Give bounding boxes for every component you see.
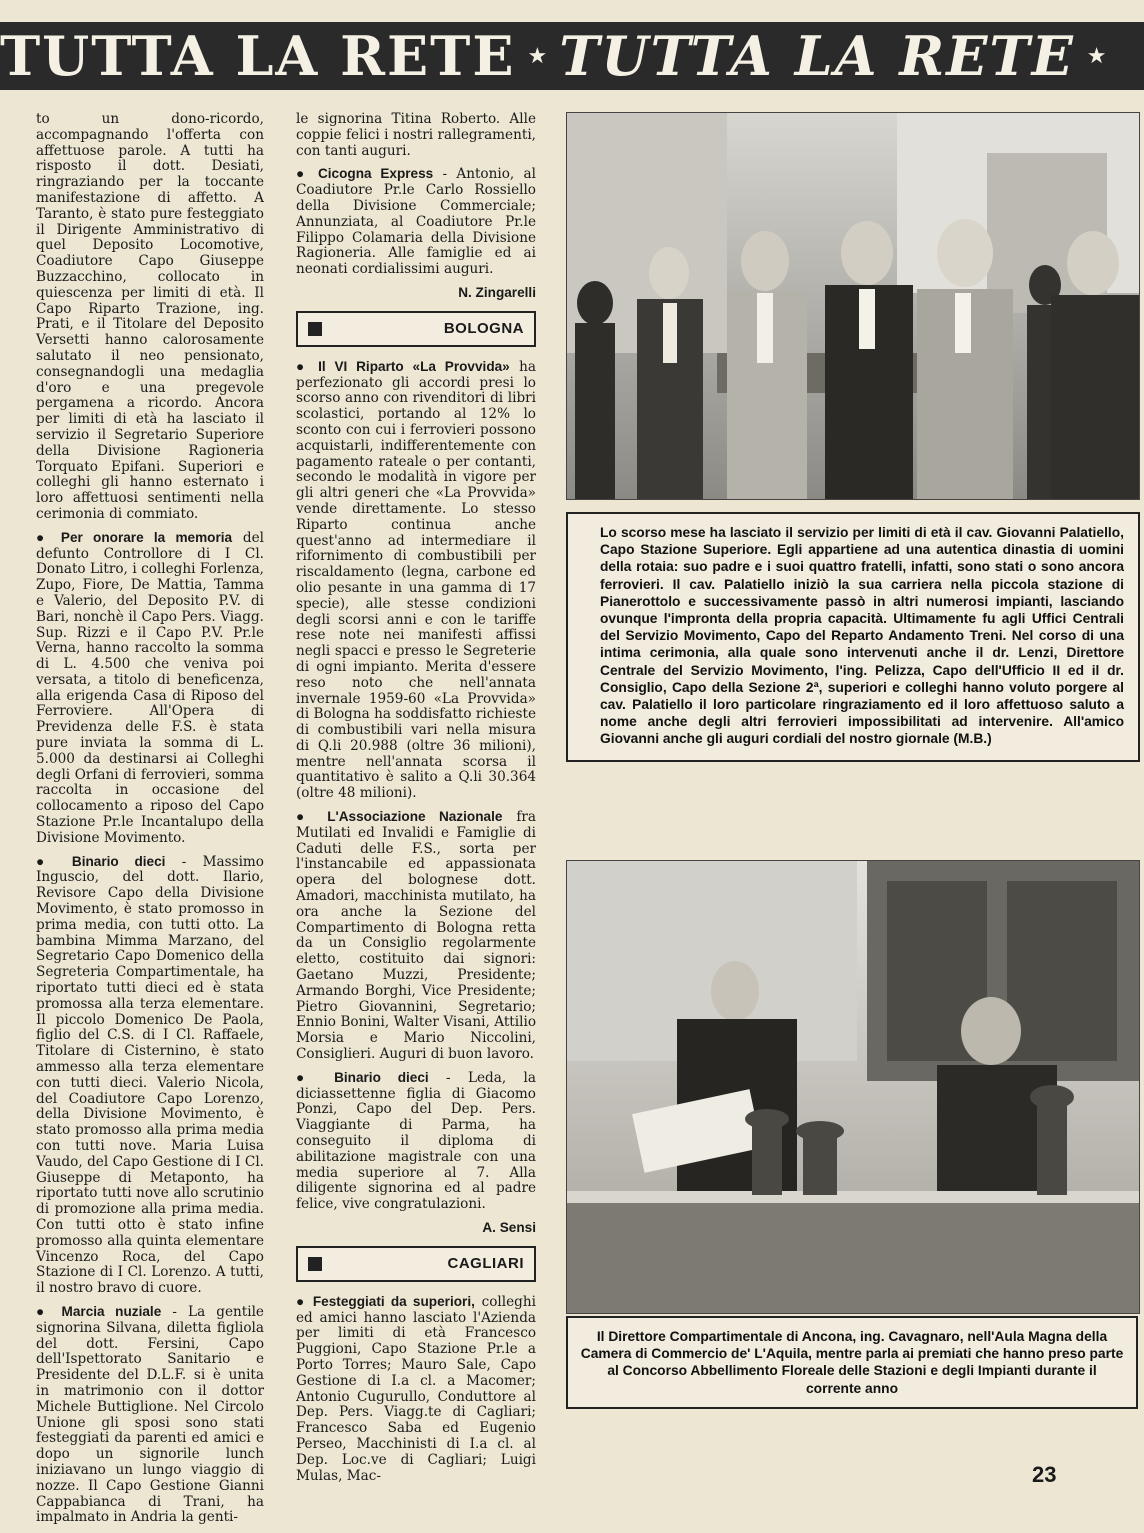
column1-item-binario: ● Binario dieci - Massimo Inguscio, del dott. Ilario, Revisore Capo della Divisione Movimento, è stato promosso in prima media, con tutti otto. La bambina Mimma Marzano, del Segretario Capo Domenico della Segreteria Compartimentale, ha riportato tutti dieci ed è stata promossa alla terza elementare. Il piccolo Domenico De Paola, figlio del C.S. di I Cl. Raffaele, Titolare di Cisternino, è stato ammesso alla terza elementare con tutti dieci. Valerio Nicola, del Coadiutore Capo Lorenzo, della Divisione Movimento, è stato promosso alla prima media con tutti nove. Maria Luisa Vaudo, del Capo Gestione di I Cl. Giuseppe di Metaponto, ha riportato tutti nove allo scrutinio di promozione alla prima media. Con tutti otto è stato infine promosso alla quinta elementare Vincenzo Roca, del Capo Stazione di I Cl. Lorenzo. A tutti, il nostro bravo di cuore. <box>36 853 264 1297</box>
column2-item-associazione: ● L'Associazione Nazionale fra Mutilati ed Invalidi e Famiglie di Caduti delle F.S., sorta per l'instancabile ed appassionata opera del bolognese dott. Amadori, macchinista mutilato, ha ora anche la Sezione del Compartimento di Bologna retta da un Consiglio regolarmente eletto, costituito dai signori: Gaetano Muzzi, Presidente; Armando Borghi, Vice Presidente; Pietro Giovannini, Segretario; Ennio Bonini, Walter Visani, Attilio Morsia e Mario Niccolini, Consiglieri. Auguri di buon lavoro. <box>296 809 536 1063</box>
bullet-icon: ● <box>296 358 319 374</box>
article-column-2 <box>296 112 536 1491</box>
section-banner <box>0 22 1144 90</box>
square-icon <box>308 322 322 336</box>
bullet-icon: ● <box>36 529 61 545</box>
column1-item-memoria: ● Per onorare la memoria del defunto Controllore di I Cl. Donato Litro, i colleghi Forlenza, Zupo, Fiore, De Mattia, Tamma e Valerio, del Deposito P.V. di Bari, nonchè il Capo Pers. Viagg. Sup. Rizzi e il Capo P.V. Pr.le Verna, hanno raccolto la somma di L. 4.500 che veniva poi versata, a titolo di beneficenza, alla erigenda Casa di Riposo del Ferroviere. All'Opera di Previdenza delle F.S. è stata pure inviata la somma di L. 5.000 da destinarsi ai Colleghi degli Orfani di ferrovieri, somma raccolta in occasione del collocamento a riposo del Capo Stazione Pr.le Incantalupo della Divisione Movimento. <box>36 529 264 846</box>
signature-zingarelli: N. Zingarelli <box>458 284 536 300</box>
bullet-icon: ● <box>36 1303 62 1319</box>
section-header-bologna: BOLOGNA <box>296 311 536 347</box>
article-column-1 <box>36 112 264 1533</box>
column2-intro: le signorina Titina Roberto. Alle coppie felici i nostri rallegramenti, con tanti auguri. <box>296 111 536 159</box>
bullet-icon: ● <box>296 809 328 825</box>
column2-item-festeggiati: ● Festeggiati da superiori, colleghi ed amici hanno lasciato l'Azienda per limiti di età Francesco Puggioni, Capo Stazione Pr.le a Porto Torres; Mauro Sale, Capo Gestione di I.a cl. a Macomer; Antonio Cugurullo, Conduttore al Dep. Pers. Viagg.te di Cagliari; Francesco Saba ed Eugenio Perseo, Macchinisti di I.a cl. al Dep. Loc.ve di Cagliari; Luigi Mulas, Mac- <box>296 1293 536 1484</box>
page-number: 23 <box>1032 1462 1057 1487</box>
banner-star-icon: ★ <box>527 43 548 69</box>
signature-sensi: A. Sensi <box>482 1220 536 1235</box>
square-icon <box>308 1257 322 1271</box>
banner-title-right: TUTTA LA RETE <box>559 24 1075 88</box>
column1-intro: to un dono-ricordo, accompagnando l'offerta con affettuose parole. A tutti ha risposto il dott. Desiati, ringraziando per la toccante manifestazione di affetto. A Taranto, è stato pure festeggiato il Dirigente Amministrativo di quel Deposito Locomotive, Coadiutore Capo Giuseppe Buzzacchino, collocato in quiescenza per limiti di età. Il Capo Riparto Trazione, ing. Prati, e il Titolare del Deposito Versetti hanno calorosamente salutato il neo pensionato, consegnandogli una medaglia d'oro e una pregevole pergamena a ricordo. Ancora per limiti di età ha lasciato il servizio il Segretario Superiore della Divisione Ragioneria Torquato Epifani. Superiori e colleghi gli hanno esternato i loro affettuosi sentimenti nella cerimonia di commiato. <box>36 111 264 522</box>
banner-title-left: TUTTA LA RETE <box>0 24 516 88</box>
bullet-icon: ● <box>36 853 72 869</box>
bullet-icon: ● <box>296 166 318 182</box>
column2-item-cicogna: ● Cicogna Express - Antonio, al Coadiutore Pr.le Carlo Rossiello della Divisione Commerciale; Annunziata, al Coadiutore Pr.le Filippo Colamaria della Divisione Ragioneria. Alle famiglie ed ai neonati cordialissimi auguri. <box>296 166 536 278</box>
banner-star-end-icon: ★ <box>1086 43 1107 69</box>
photo-retirement-ceremony <box>566 112 1140 500</box>
section-header-cagliari: CAGLIARI <box>296 1246 536 1282</box>
photo-caption-cavagnaro: Il Direttore Compartimentale di Ancona, ing. Cavagnaro, nell'Aula Magna della Camera di Commercio de' L'Aquila, mentre parla ai premiati che hanno preso parte al Concorso Abbellimento Floreale delle Stazioni e degli Impianti durante il corrente anno <box>566 1316 1138 1409</box>
bullet-icon: ● <box>296 1069 335 1085</box>
bullet-icon: ● <box>296 1293 313 1309</box>
column2-item-provvida: ● Il VI Riparto «La Provvida» ha perfezionato gli accordi presi lo scorso anno con rivenditori di libri scolastici, portando al 12% lo sconto con cui i ferrovieri possono acquistarli, indifferentemente con pagamento rateale o per contanti, secondo le modalità in vigore per gli altri generi che «La Provvida» vende direttamente. Lo stesso Riparto continua anche quest'anno ad intermediare il rifornimento di combustibili per riscaldamento (legna, carbone ed olio pesante in una gamma di 17 specie), alle stesse condizioni degli scorsi anni e con le tariffe rese note nei manifesti affissi negli spacci e presso le Segreterie di ogni impianto. Merita d'essere reso noto che nell'annata invernale 1959-60 «La Provvida» di Bologna ha soddisfatto richieste di combustibili vari nella misura di Q.li 20.988 (oltre 36 milioni), mentre nell'annata scorsa il quantitativo è salito a Q.li 30.364 (oltre 48 milioni). <box>296 358 536 802</box>
column2-item-binario: ● Binario dieci - Leda, la diciassettenne figlia di Giacomo Ponzi, Capo del Dep. Pers. Viaggiante di Parma, ha conseguito il diploma di abilitazione magistrale con una media superiore al 7. Alla diligente signorina ed al padre felice, vive congratulazioni. <box>296 1069 536 1213</box>
photo-caption-palatiello: Lo scorso mese ha lasciato il servizio per limiti di età il cav. Giovanni Palatiello, Capo Stazione Superiore. Egli appartiene ad una autentica dinastia di uomini della rotaia: suo padre e i suoi quattro fratelli, infatti, sono stati o sono ancora ferrovieri. Il cav. Palatiello iniziò la sua carriera nella piccola stazione di Pianerottolo e successivamente passò in altri numerosi impianti, lasciando ovunque l'impronta della propria capacità. Ultimamente fu agli Uffici Centrali del Servizio Movimento, Capo del Reparto Andamento Treni. Nel corso di una intima cerimonia, alla quale sono intervenuti anche il dr. Lenzi, Direttore Centrale del Servizio Movimento, l'ing. Pelizza, Capo dell'Ufficio II ed il dr. Consiglio, Capo della Sezione 2ª, superiori e colleghi hanno voluto porgere al cav. Palatiello il loro particolare ringraziamento ed il loro affettuoso saluto a nome anche degli altri ferrovieri impossibilitati ad intervenire. All'amico Giovanni anche gli auguri cordiali del nostro giornale (M.B.) <box>566 512 1140 762</box>
column1-item-marcia: ● Marcia nuziale - La gentile signorina Silvana, diletta figliola del dott. Fersini, Capo dell'Ispettorato Sanitario e Presidente del D.L.F. si è unita in matrimonio con il dottor Michele Buttiglione. Nel Circolo Unione gli sposi sono stati festeggiati da parenti ed amici e dopo un signorile lunch iniziavano un lungo viaggio di nozze. Il Capo Gestione Gianni Cappabianca di Trani, ha impalmato in Andria la genti- <box>36 1303 264 1526</box>
photo-award-ceremony <box>566 860 1140 1314</box>
